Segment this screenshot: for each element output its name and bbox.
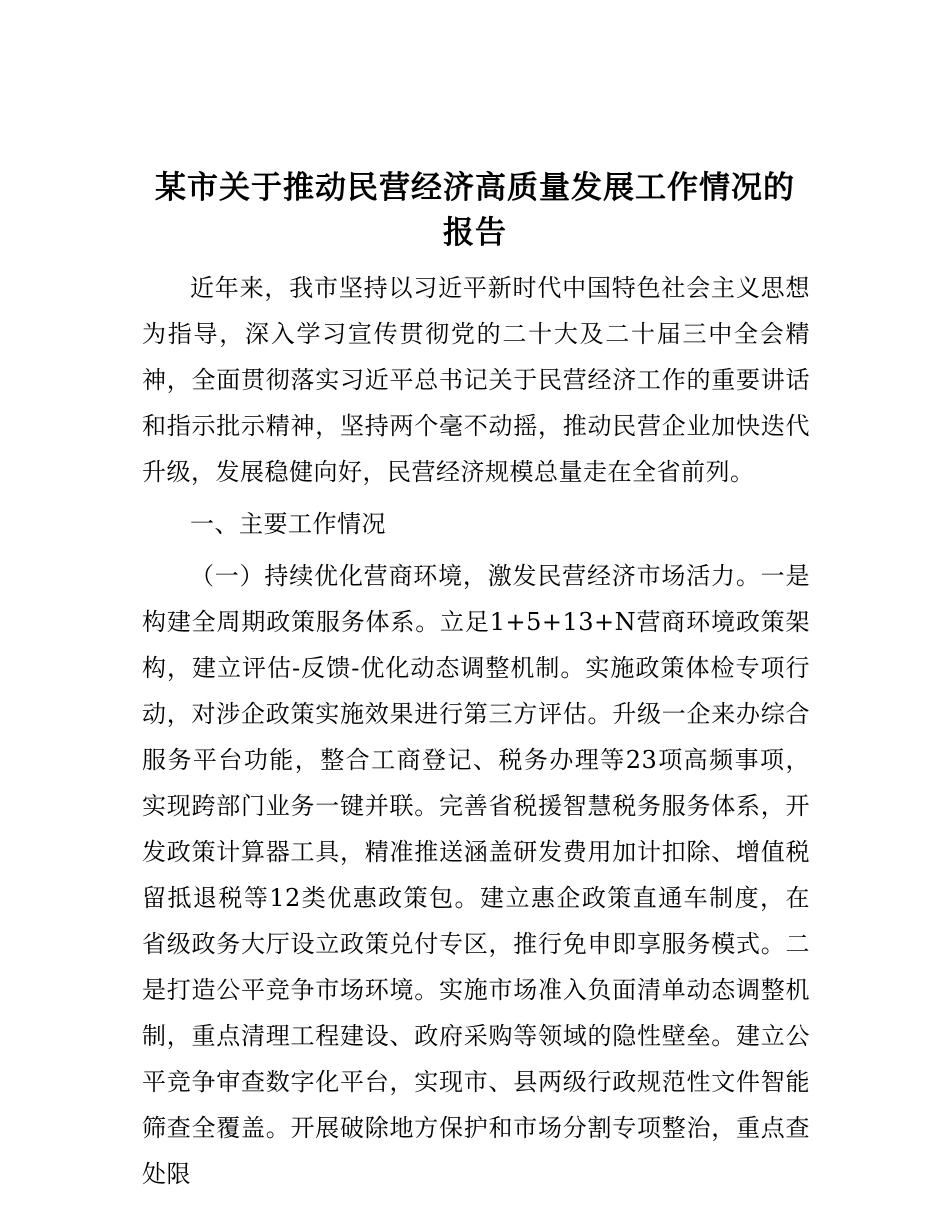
intro-paragraph: 近年来，我市坚持以习近平新时代中国特色社会主义思想为指导，深入学习宣传贯彻党的二十大及二十届三中全会精神，全面贯彻落实习近平总书记关于民营经济工作的重要讲话和指示批示精神，坚持两个毫不动摇，推动民营企业加快迭代升级，发展稳健向好，民营经济规模总量走在全省前列。 [142, 274, 810, 486]
document-title: 某市关于推动民营经济高质量发展工作情况的报告 [155, 170, 795, 251]
section-heading: 一、主要工作情况 [190, 510, 386, 538]
document-body [142, 265, 810, 1197]
section-paragraph: （一）持续优化营商环境，激发民营经济市场活力。一是构建全周期政策服务体系。立足1+5+13+N营商环境政策架构，建立评估-反馈-优化动态调整机制。实施政策体检专项行动，对涉企政策实施效果进行第三方评估。升级一企来办综合服务平台功能，整合工商登记、税务办理等23项高频事项，实现跨部门业务一键并联。完善省税援智慧税务服务体系，开发政策计算器工具，精准推送涵盖研发费用加计扣除、增值税留抵退税等12类优惠政策包。建立惠企政策直通车制度，在省级政务大厅设立政策兑付专区，推行免申即享服务模式。二是打造公平竞争市场环境。实施市场准入负面清单动态调整机制，重点清理工程建设、政府采购等领域的隐性壁垒。建立公平竞争审查数字化平台，实现市、县两级行政规范性文件智能筛查全覆盖。开展破除地方保护和市场分割专项整治，重点查处限 [142, 562, 810, 1188]
